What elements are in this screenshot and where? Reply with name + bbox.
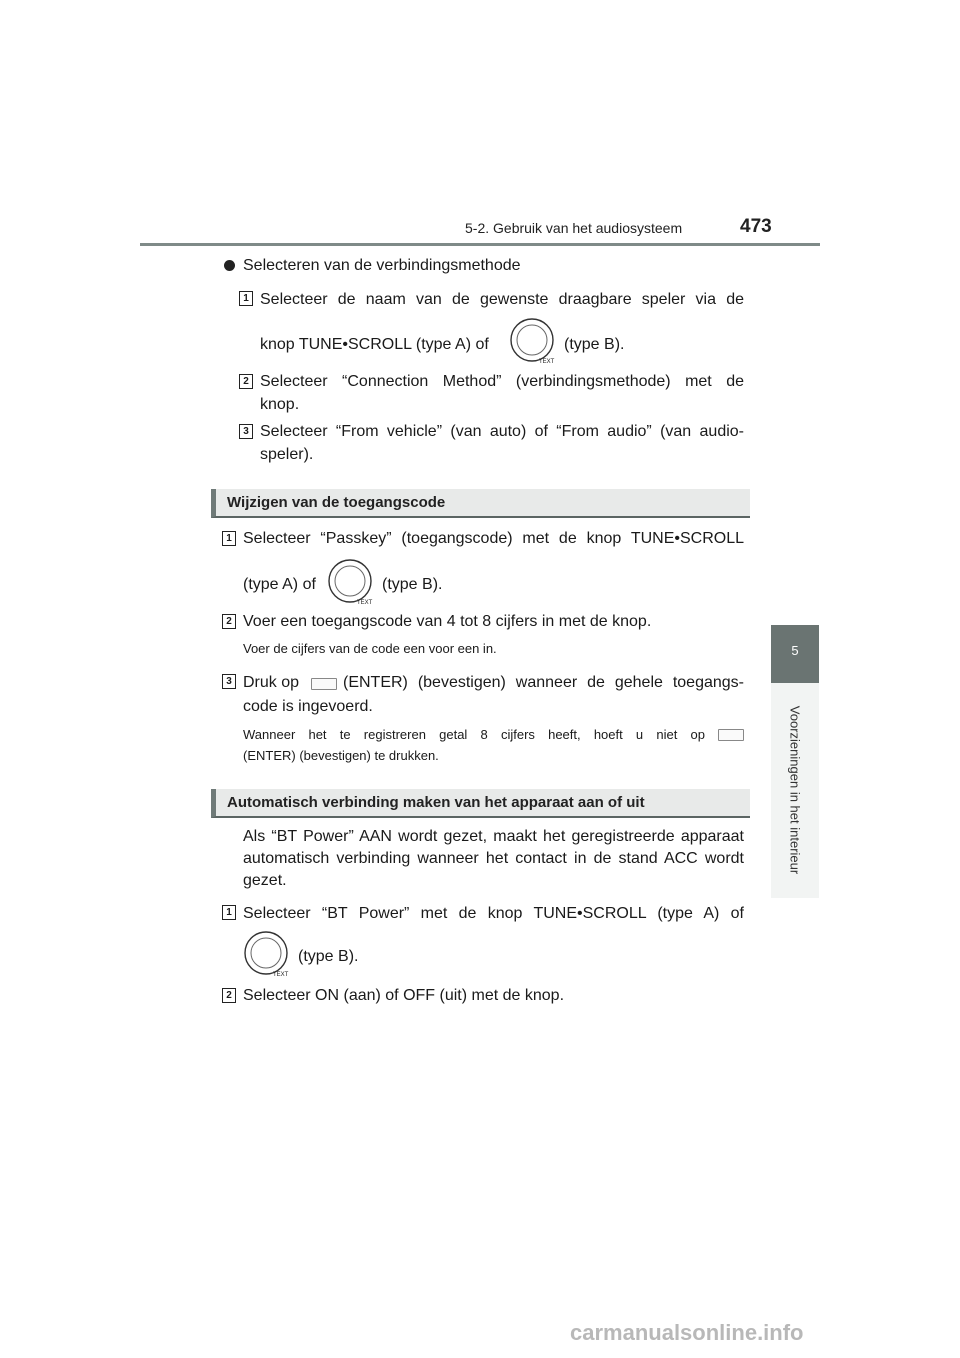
- step-text: (type A) of: [243, 576, 316, 593]
- tune-knob-icon: [242, 929, 292, 979]
- svg-text:TEXT: TEXT: [357, 600, 373, 606]
- tune-knob-icon: [326, 557, 376, 607]
- step-note: (ENTER) (bevestigen) te drukken.: [243, 748, 439, 763]
- step-badge: 1: [222, 905, 236, 920]
- bullet-title: Selecteren van de verbindingsmethode: [243, 257, 521, 274]
- intro-text: Als “BT Power” AAN wordt gezet, maakt het geregistreerde apparaat: [243, 828, 744, 845]
- step-text: (type B).: [382, 576, 443, 593]
- step-text: Voer een toegangscode van 4 tot 8 cijfers in met de knop.: [243, 613, 652, 630]
- step-badge: 1: [222, 531, 236, 546]
- step-text: Selecteer “BT Power” met de knop TUNE•SCROLL (type A) of: [243, 905, 744, 922]
- enter-button-icon: [718, 729, 744, 741]
- enter-button-icon: [311, 678, 337, 690]
- svg-text:TEXT: TEXT: [273, 972, 289, 978]
- step-note: Voer de cijfers van de code een voor een in.: [243, 641, 497, 656]
- tune-knob-icon: [508, 316, 558, 366]
- step-text: speler).: [260, 446, 314, 463]
- step-text: Selecteer ON (aan) of OFF (uit) met de knop.: [243, 987, 565, 1004]
- step-text: knop TUNE•SCROLL (type A) of: [260, 336, 489, 353]
- step-badge: 3: [239, 424, 253, 439]
- step-text: (type B).: [298, 948, 359, 965]
- step-text: Selecteer de naam van de gewenste draagbare speler via de: [260, 291, 744, 308]
- section-heading-text: Automatisch verbinding maken van het apparaat aan of uit: [227, 794, 645, 811]
- step-badge: 2: [222, 988, 236, 1003]
- chapter-tab: [771, 683, 819, 898]
- step-badge: 1: [239, 291, 253, 306]
- step-text: Selecteer “Passkey” (toegangscode) met de knop TUNE•SCROLL: [243, 530, 744, 547]
- step-badge: 2: [222, 614, 236, 629]
- header-divider: [140, 243, 820, 246]
- bullet-icon: [224, 260, 235, 271]
- chapter-tab-number: 5: [771, 625, 819, 683]
- chapter-tab-title: Voorzieningen in het interieur: [787, 705, 803, 875]
- intro-text: automatisch verbinding wanneer het contact in de stand ACC wordt: [243, 850, 744, 867]
- step-text: (ENTER) (bevestigen) wanneer de gehele toegangs-: [343, 674, 744, 691]
- header-section-title: 5-2. Gebruik van het audiosysteem: [465, 220, 683, 236]
- intro-text: gezet.: [243, 872, 287, 889]
- section-heading-text: Wijzigen van de toegangscode: [227, 494, 446, 511]
- step-text: knop.: [260, 396, 300, 413]
- step-text: (type B).: [564, 336, 625, 353]
- section-heading-passkey: [211, 489, 750, 518]
- watermark: carmanualsonline.info: [570, 1320, 804, 1345]
- step-text: Selecteer “Connection Method” (verbindingsmethode) met de: [260, 373, 744, 390]
- svg-text:TEXT: TEXT: [539, 359, 555, 365]
- section-heading-auto-connect: [211, 789, 750, 818]
- step-badge: 3: [222, 674, 236, 689]
- step-note: Wanneer het te registreren getal 8 cijfers heeft, hoeft u niet op: [243, 727, 705, 742]
- page-number: 473: [740, 216, 772, 237]
- step-text: Druk op: [243, 674, 300, 691]
- step-text: Selecteer “From vehicle” (van auto) of “From audio” (van audio-: [260, 423, 744, 440]
- step-badge: 2: [239, 374, 253, 389]
- step-text: code is ingevoerd.: [243, 698, 373, 715]
